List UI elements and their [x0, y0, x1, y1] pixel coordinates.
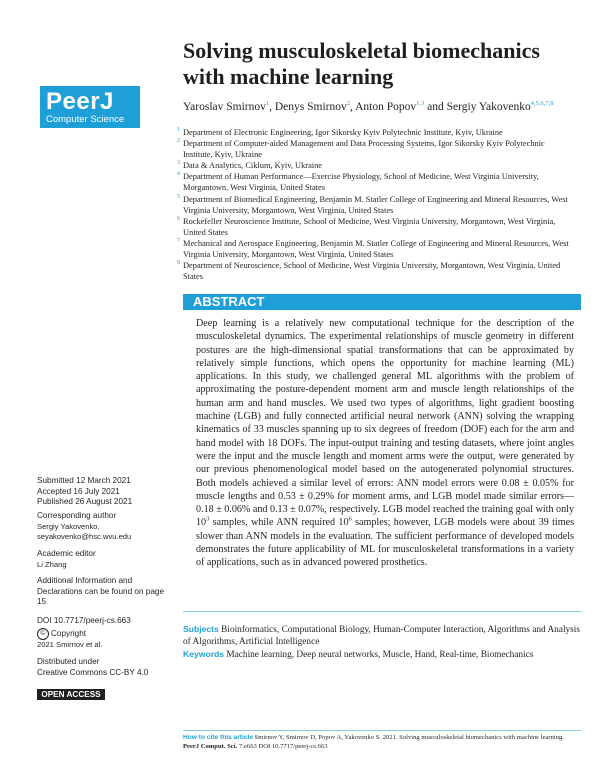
author-list: [183, 96, 573, 115]
abstract-text: samples, while ANN required 10: [209, 517, 349, 529]
logo-brand: PeerJ: [46, 88, 114, 115]
affiliation-text: Rockefeller Neuroscience Institute, School of Medicine, West Virginia University, Morgantown, West Virginia, United States: [183, 216, 556, 237]
editor-name: Li Zhang: [37, 559, 67, 569]
journal-logo: [40, 86, 140, 128]
cite-ref: 7:e663: [238, 743, 257, 750]
affiliation-number: 1: [177, 127, 180, 133]
author-name[interactable]: Yaroslav Smirnov: [183, 100, 266, 113]
affiliation-number: 5: [177, 193, 180, 200]
affiliation-item: [177, 194, 572, 216]
license-link[interactable]: Creative Commons CC-BY 4.0: [37, 667, 149, 677]
affiliation-item: [177, 171, 572, 193]
corresponding-name: Sergiy Yakovenko,: [37, 521, 100, 531]
author-name[interactable]: Denys Smirnov: [274, 100, 347, 113]
author-affil-sup: 2: [346, 100, 350, 107]
author-name[interactable]: Sergiy Yakovenko: [446, 100, 531, 113]
affiliation-text: Department of Computer-aided Management and Data Processing Systems, Igor Sikorsky Kyiv Polytechnic Institute, Kyiv, Ukraine: [183, 139, 545, 160]
distributed-label: Distributed under: [37, 657, 100, 666]
affiliation-number: 2: [177, 138, 180, 145]
affiliation-number: 7: [177, 237, 180, 244]
affiliation-item: [177, 216, 572, 238]
abstract-body: [196, 317, 574, 570]
copyright-icon: ©: [37, 628, 49, 640]
publication-dates: [37, 476, 177, 508]
keywords-text: Machine learning, Deep neural networks, Muscle, Hand, Real-time, Biomechanics: [226, 650, 534, 660]
author-joiner: ,: [349, 100, 356, 113]
keywords-label: Keywords: [183, 649, 225, 659]
submitted-date: Submitted 12 March 2021: [37, 476, 131, 485]
logo-subtitle: Computer Science: [46, 114, 125, 125]
corresponding-author: [37, 511, 177, 543]
copyright: [37, 628, 177, 651]
affiliation-text: Department of Neuroscience, School of Medicine, West Virginia University, Morgantown, West Virginia, United States: [183, 261, 561, 282]
copyright-text: 2021 Smirnov et al.: [37, 640, 103, 649]
affiliation-item: [177, 260, 572, 282]
cite-journal: PeerJ Comput. Sci.: [183, 743, 238, 750]
keywords: [183, 649, 581, 662]
copyright-label: Copyright: [51, 629, 87, 639]
corresponding-label: Corresponding author: [37, 511, 117, 520]
subjects-label: Subjects: [183, 624, 219, 634]
footer-divider: [183, 730, 581, 731]
author-name[interactable]: Anton Popov: [355, 100, 417, 113]
affiliation-list: [177, 127, 572, 282]
abstract-exponent: 3: [206, 516, 210, 524]
subjects-text[interactable]: Bioinformatics, Computational Biology, Human-Computer Interaction, Algorithms and Analysis of Algorithms, Artificial Intelligence: [183, 625, 580, 647]
cite-doi[interactable]: DOI 10.7717/peerj-cs.663: [258, 743, 328, 750]
open-access-badge: OPEN ACCESS: [37, 689, 105, 700]
affiliation-text: Department of Biomedical Engineering, Benjamin M. Statler College of Engineering and Mineral Resources, West Virginia University, Morgantown, West Virginia, United States: [183, 194, 568, 215]
academic-editor: [37, 549, 177, 570]
author-affil-sup: 4,5,6,7,8: [530, 100, 554, 107]
paper-title: Solving musculoskeletal biomechanics with machine learning: [183, 38, 540, 89]
abstract-heading: ABSTRACT: [183, 294, 581, 310]
abstract-text: Deep learning is a relatively new computational technique for the description of the musculoskeletal dynamics. The experimental relationships of muscle geometry in different postures are the high-dimensional spatial transformations that can be approximated by relatively simple functions, which opens the opportunity for machine learning (ML) applications. In this study, we challenged general ML algorithms with the problem of approximating the posture-dependent moment arm and muscle length relationships of the human arm and hand muscles. We used two types of algorithms, light gradient boosting machine (LGB) and fully connected artificial neural network (ANN) solving the wrapping kinematics of 33 muscles spanning up to six degrees of freedom (DOF) each for the arm and hand model with 18 DOFs. The input-output training and testing datasets, where joint angles were the input and the muscle length and moment arms were the output, were generated by our previous phenomenological model based on the autogenerated polynomial structures. Both models achieved a similar level of errors: ANN model errors were 0.08 ± 0.05% for muscle lengths and 0.53 ± 0.29% for moment arms, and LGB model made similar errors—0.18 ± 0.06% and 0.13 ± 0.07%, respectively. LGB model reached the training goal with only 10: [196, 318, 574, 529]
affiliation-item: [177, 127, 572, 138]
abstract-text: samples; however, LGB models were about 39 times slower than ANN models in the evaluation. The sufficient performance of developed models demonstrates the future applicability of ML for musculoskeletal transformations in a variety of applications, such as in advanced powered prosthetics.: [196, 517, 574, 569]
author-affil-sup: 1: [265, 100, 270, 107]
license: [37, 657, 177, 678]
affiliation-number: 3: [177, 160, 180, 167]
affiliation-text: Mechanical and Aerospace Engineering, Benjamin M. Statler College of Engineering and Mineral Resources, West Virginia University, Morgantown, West Virginia, United States: [183, 238, 569, 260]
divider: [183, 611, 581, 612]
affiliation-number: 6: [177, 215, 180, 222]
affiliation-text: Department of Human Performance—Exercise Physiology, School of Medicine, West Virginia University, Morgantown, West Virginia, United States: [183, 172, 539, 193]
author-affil-sup: 1,3: [416, 100, 425, 107]
accepted-date: Accepted 16 July 2021: [37, 486, 120, 496]
editor-label: Academic editor: [37, 549, 96, 558]
affiliation-text: Data & Analytics, Ciklum, Kyiv, Ukraine: [183, 161, 323, 171]
subjects: [183, 624, 581, 649]
citation-footer: [183, 733, 581, 751]
published-date: Published 26 August 2021: [37, 497, 133, 507]
author-joiner: and: [424, 100, 447, 113]
cite-label: How to cite this article: [183, 734, 253, 741]
affiliation-number: 8: [177, 260, 180, 267]
doi[interactable]: DOI 10.7717/peerj-cs.663: [37, 616, 131, 625]
additional-info[interactable]: Additional Information and Declarations can be found on page 15: [37, 576, 164, 607]
cite-text: Smirnov Y, Smirnov D, Popov A, Yakovenko S. 2021. Solving musculoskeletal biomechanics with machine learning.: [254, 734, 564, 741]
author-joiner: ,: [269, 100, 275, 113]
affiliation-item: [177, 160, 572, 171]
corresponding-email[interactable]: seyakovenko@hsc.wvu.edu: [37, 532, 132, 542]
abstract-exponent: 6: [348, 516, 352, 524]
affiliation-item: [177, 238, 572, 260]
affiliation-number: 4: [177, 171, 180, 178]
affiliation-text: Department of Electronic Engineering, Igor Sikorsky Kyiv Polytechnic Institute, Kyiv, Ukraine: [183, 128, 503, 137]
affiliation-item: [177, 138, 572, 160]
